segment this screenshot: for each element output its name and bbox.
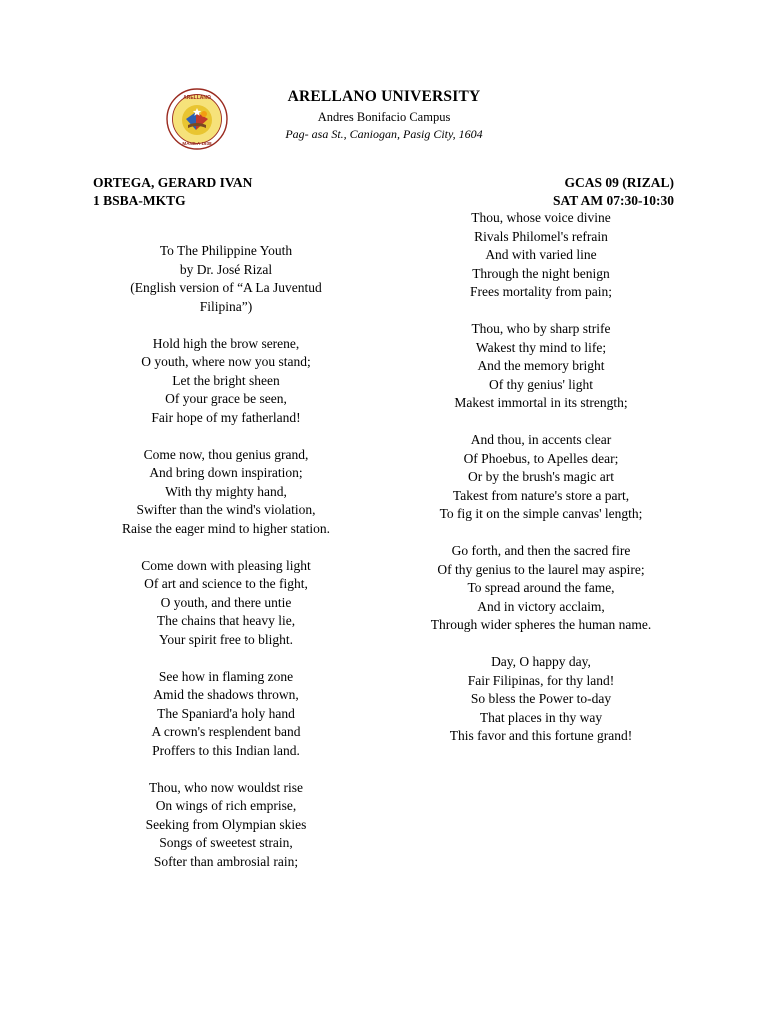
class-schedule: SAT AM 07:30-10:30 xyxy=(553,193,674,208)
verse-line: Come down with pleasing light xyxy=(141,557,311,573)
stanza-7 xyxy=(410,320,672,413)
verse-line: Let the bright sheen xyxy=(172,372,280,388)
verse-line: And in victory acclaim, xyxy=(477,598,605,614)
verse-line: Amid the shadows thrown, xyxy=(153,687,299,702)
verse-line: This favor and this fortune grand! xyxy=(449,728,633,743)
verse-line: Go forth, and then the sacred fire xyxy=(451,543,631,558)
campus-address: Pag- asa St., Caniogan, Pasig City, 1604 xyxy=(285,127,483,141)
student-name: ORTEGA, GERARD IVAN xyxy=(93,175,253,190)
verse-line: Songs of sweetest strain, xyxy=(159,835,293,850)
verse-line: Rivals Philomel's refrain xyxy=(474,228,608,244)
verse-line: Come now, thou genius grand, xyxy=(143,446,309,462)
stanza-2 xyxy=(93,446,359,539)
verse-line: Swifter than the wind's violation, xyxy=(136,502,316,517)
verse-line: And thou, in accents clear xyxy=(470,432,612,447)
verse-line: Through the night benign xyxy=(472,265,610,281)
verse-line: Day, O happy day, xyxy=(491,654,591,669)
verse-line: Wakest thy mind to life; xyxy=(475,339,607,355)
stanza-9 xyxy=(410,542,672,635)
verse-line: O youth, where now you stand; xyxy=(141,354,311,369)
stanza-5 xyxy=(93,779,359,872)
verse-line: Frees mortality from pain; xyxy=(469,284,613,299)
verse-line: To fig it on the simple canvas' length; xyxy=(439,506,643,521)
verse-line: The chains that heavy lie, xyxy=(156,613,296,628)
verse-line: Thou, whose voice divine xyxy=(471,210,611,225)
stanza-3 xyxy=(93,557,359,650)
verse-line: Of thy genius' light xyxy=(488,376,594,392)
course-code: GCAS 09 (RIZAL) xyxy=(564,175,674,190)
verse-line: Softer than ambrosial rain; xyxy=(153,853,299,869)
verse-line: Of thy genius to the laurel may aspire; xyxy=(437,561,645,577)
verse-line: Raise the eager mind to higher station. xyxy=(121,520,331,536)
poem-title xyxy=(93,242,359,316)
stanza-6 xyxy=(410,209,672,302)
campus-name: Andres Bonifacio Campus xyxy=(317,110,451,124)
verse-line: And bring down inspiration; xyxy=(149,465,303,480)
verse-line: O youth, and there untie xyxy=(160,594,292,610)
verse-line: Seeking from Olympian skies xyxy=(145,816,307,832)
stanza-8 xyxy=(410,431,672,524)
verse-line: Makest immortal in its strength; xyxy=(454,395,628,410)
verse-line: The Spaniard'a holy hand xyxy=(157,705,295,721)
svg-text:ARELLANO: ARELLANO xyxy=(183,95,211,101)
verse-line: Of art and science to the fight, xyxy=(144,576,308,591)
stanza-4 xyxy=(93,668,359,761)
verse-line: With thy mighty hand, xyxy=(165,483,287,499)
verse-line: Of Phoebus, to Apelles dear; xyxy=(463,450,619,466)
stanza-1 xyxy=(93,335,359,428)
verse-line: So bless the Power to-day xyxy=(470,691,612,706)
verse-line: Proffers to this Indian land. xyxy=(152,742,300,758)
verse-line: And the memory bright xyxy=(477,358,605,373)
poem-column-left xyxy=(93,242,359,890)
poem-title-line: To The Philippine Youth xyxy=(159,243,293,258)
student-section: 1 BSBA-MKTG xyxy=(93,193,186,208)
verse-line: Your spirit free to blight. xyxy=(159,631,293,647)
verse-line: Or by the brush's magic art xyxy=(467,469,615,484)
arellano-university-seal xyxy=(166,88,228,150)
verse-line: Takest from nature's store a part, xyxy=(452,487,630,503)
verse-line: And with varied line xyxy=(485,247,597,262)
verse-line: Thou, who by sharp strife xyxy=(471,321,611,336)
verse-line: A crown's resplendent band xyxy=(151,724,301,739)
university-name: ARELLANO UNIVERSITY xyxy=(287,88,481,105)
verse-line: See how in flaming zone xyxy=(158,668,294,684)
poem-author-line: by Dr. José Rizal xyxy=(179,261,273,277)
poem-column-right xyxy=(410,209,672,764)
svg-text:MANILA 1938: MANILA 1938 xyxy=(182,141,212,146)
verse-line: Thou, who now wouldst rise xyxy=(148,779,304,795)
verse-line: Fair hope of my fatherland! xyxy=(151,409,301,425)
letterhead xyxy=(236,87,532,143)
poem-version-line: Filipina”) xyxy=(199,298,253,314)
verse-line: On wings of rich emprise, xyxy=(155,798,297,813)
verse-line: That places in thy way xyxy=(479,709,603,725)
verse-line: Through wider spheres the human name. xyxy=(430,617,652,632)
poem-version-line: (English version of “A La Juventud xyxy=(130,280,322,295)
verse-line: Of your grace be seen, xyxy=(165,391,287,406)
verse-line: To spread around the fame, xyxy=(467,580,615,595)
stanza-10 xyxy=(410,653,672,746)
verse-line: Hold high the brow serene, xyxy=(152,335,300,351)
verse-line: Fair Filipinas, for thy land! xyxy=(467,672,615,688)
